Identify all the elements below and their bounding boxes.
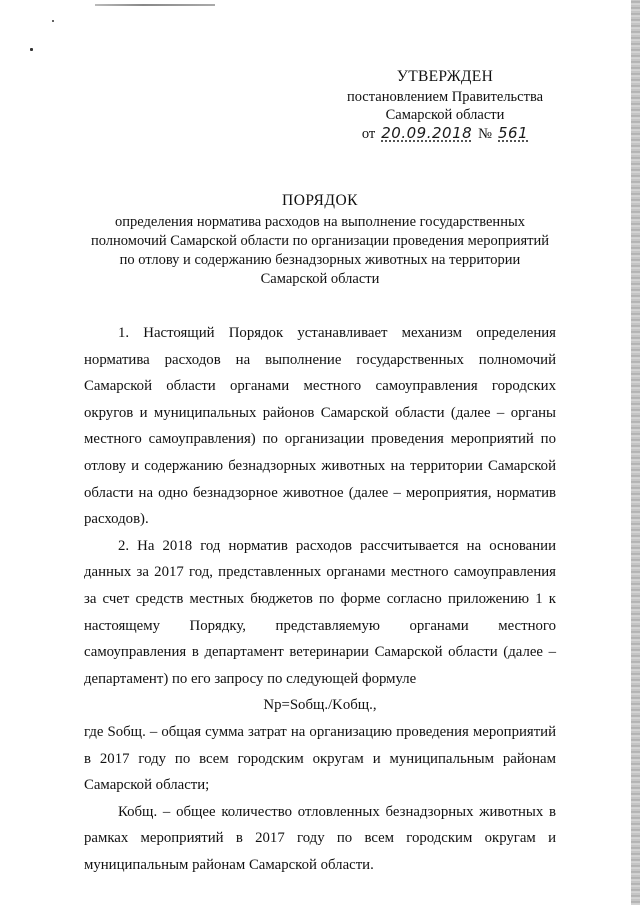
handwritten-date: 20.09.2018	[381, 124, 473, 142]
scan-edge-right	[631, 0, 640, 905]
document-title: ПОРЯДОК	[282, 192, 358, 209]
subtitle-line: полномочий Самарской области по организации проведения мероприятий	[90, 233, 550, 249]
approval-line-2: Самарской области	[385, 107, 505, 123]
approval-heading: УТВЕРЖДЕН	[396, 68, 494, 85]
paragraph-2: 2. На 2018 год норматив расходов рассчитывается на основании данных за 2017 год, представленных органами местного самоуправления за счет средств местных бюджетов по форме согласно приложению 1 к настоящему Порядку, представляемую органами местного самоуправления в департамент ветеринарии Самарской области (далее – департамент) по его запросу по следующей формуле	[84, 537, 556, 687]
scan-speck	[30, 48, 33, 51]
definition-sobsh: где Sобщ. – общая сумма затрат на организацию проведения мероприятий в 2017 году по всем городским округам и муниципальным районам Самарской области;	[84, 723, 556, 794]
definition-kobsh: Кобщ. – общее количество отловленных безнадзорных животных в рамках мероприятий в 2017 году по всем городским округам и муниципальным районам Самарской области.	[84, 803, 556, 873]
subtitle-line: по отлову и содержанию безнадзорных животных на территории	[119, 252, 521, 268]
document-body	[84, 320, 556, 878]
paragraph-1: 1. Настоящий Порядок устанавливает механизм определения норматива расходов на выполнение государственных полномочий Самарской области органами местного самоуправления городских округов и муниципальных районов Самарской области (далее – органы местного самоуправления) по организации проведения мероприятий по отлову и содержанию безнадзорных животных на территории Самарской области на одно безнадзорное животное (далее – мероприятия, норматив расходов).	[84, 325, 556, 528]
document-title-block	[90, 192, 550, 289]
formula: Np=Sобщ./Kобщ.,	[263, 697, 377, 714]
approval-stamp-block	[330, 68, 560, 143]
number-prefix: №	[478, 126, 492, 142]
scan-edge-top	[95, 4, 215, 6]
handwritten-number: 561	[498, 124, 529, 142]
subtitle-line: Самарской области	[260, 271, 380, 287]
subtitle-line: определения норматива расходов на выполнение государственных	[115, 214, 525, 230]
approval-line-1: постановлением Правительства	[346, 89, 544, 105]
scan-speck	[52, 20, 54, 22]
date-prefix: от	[361, 126, 376, 142]
document-subtitle	[90, 213, 550, 289]
approval-date-line	[330, 124, 560, 143]
